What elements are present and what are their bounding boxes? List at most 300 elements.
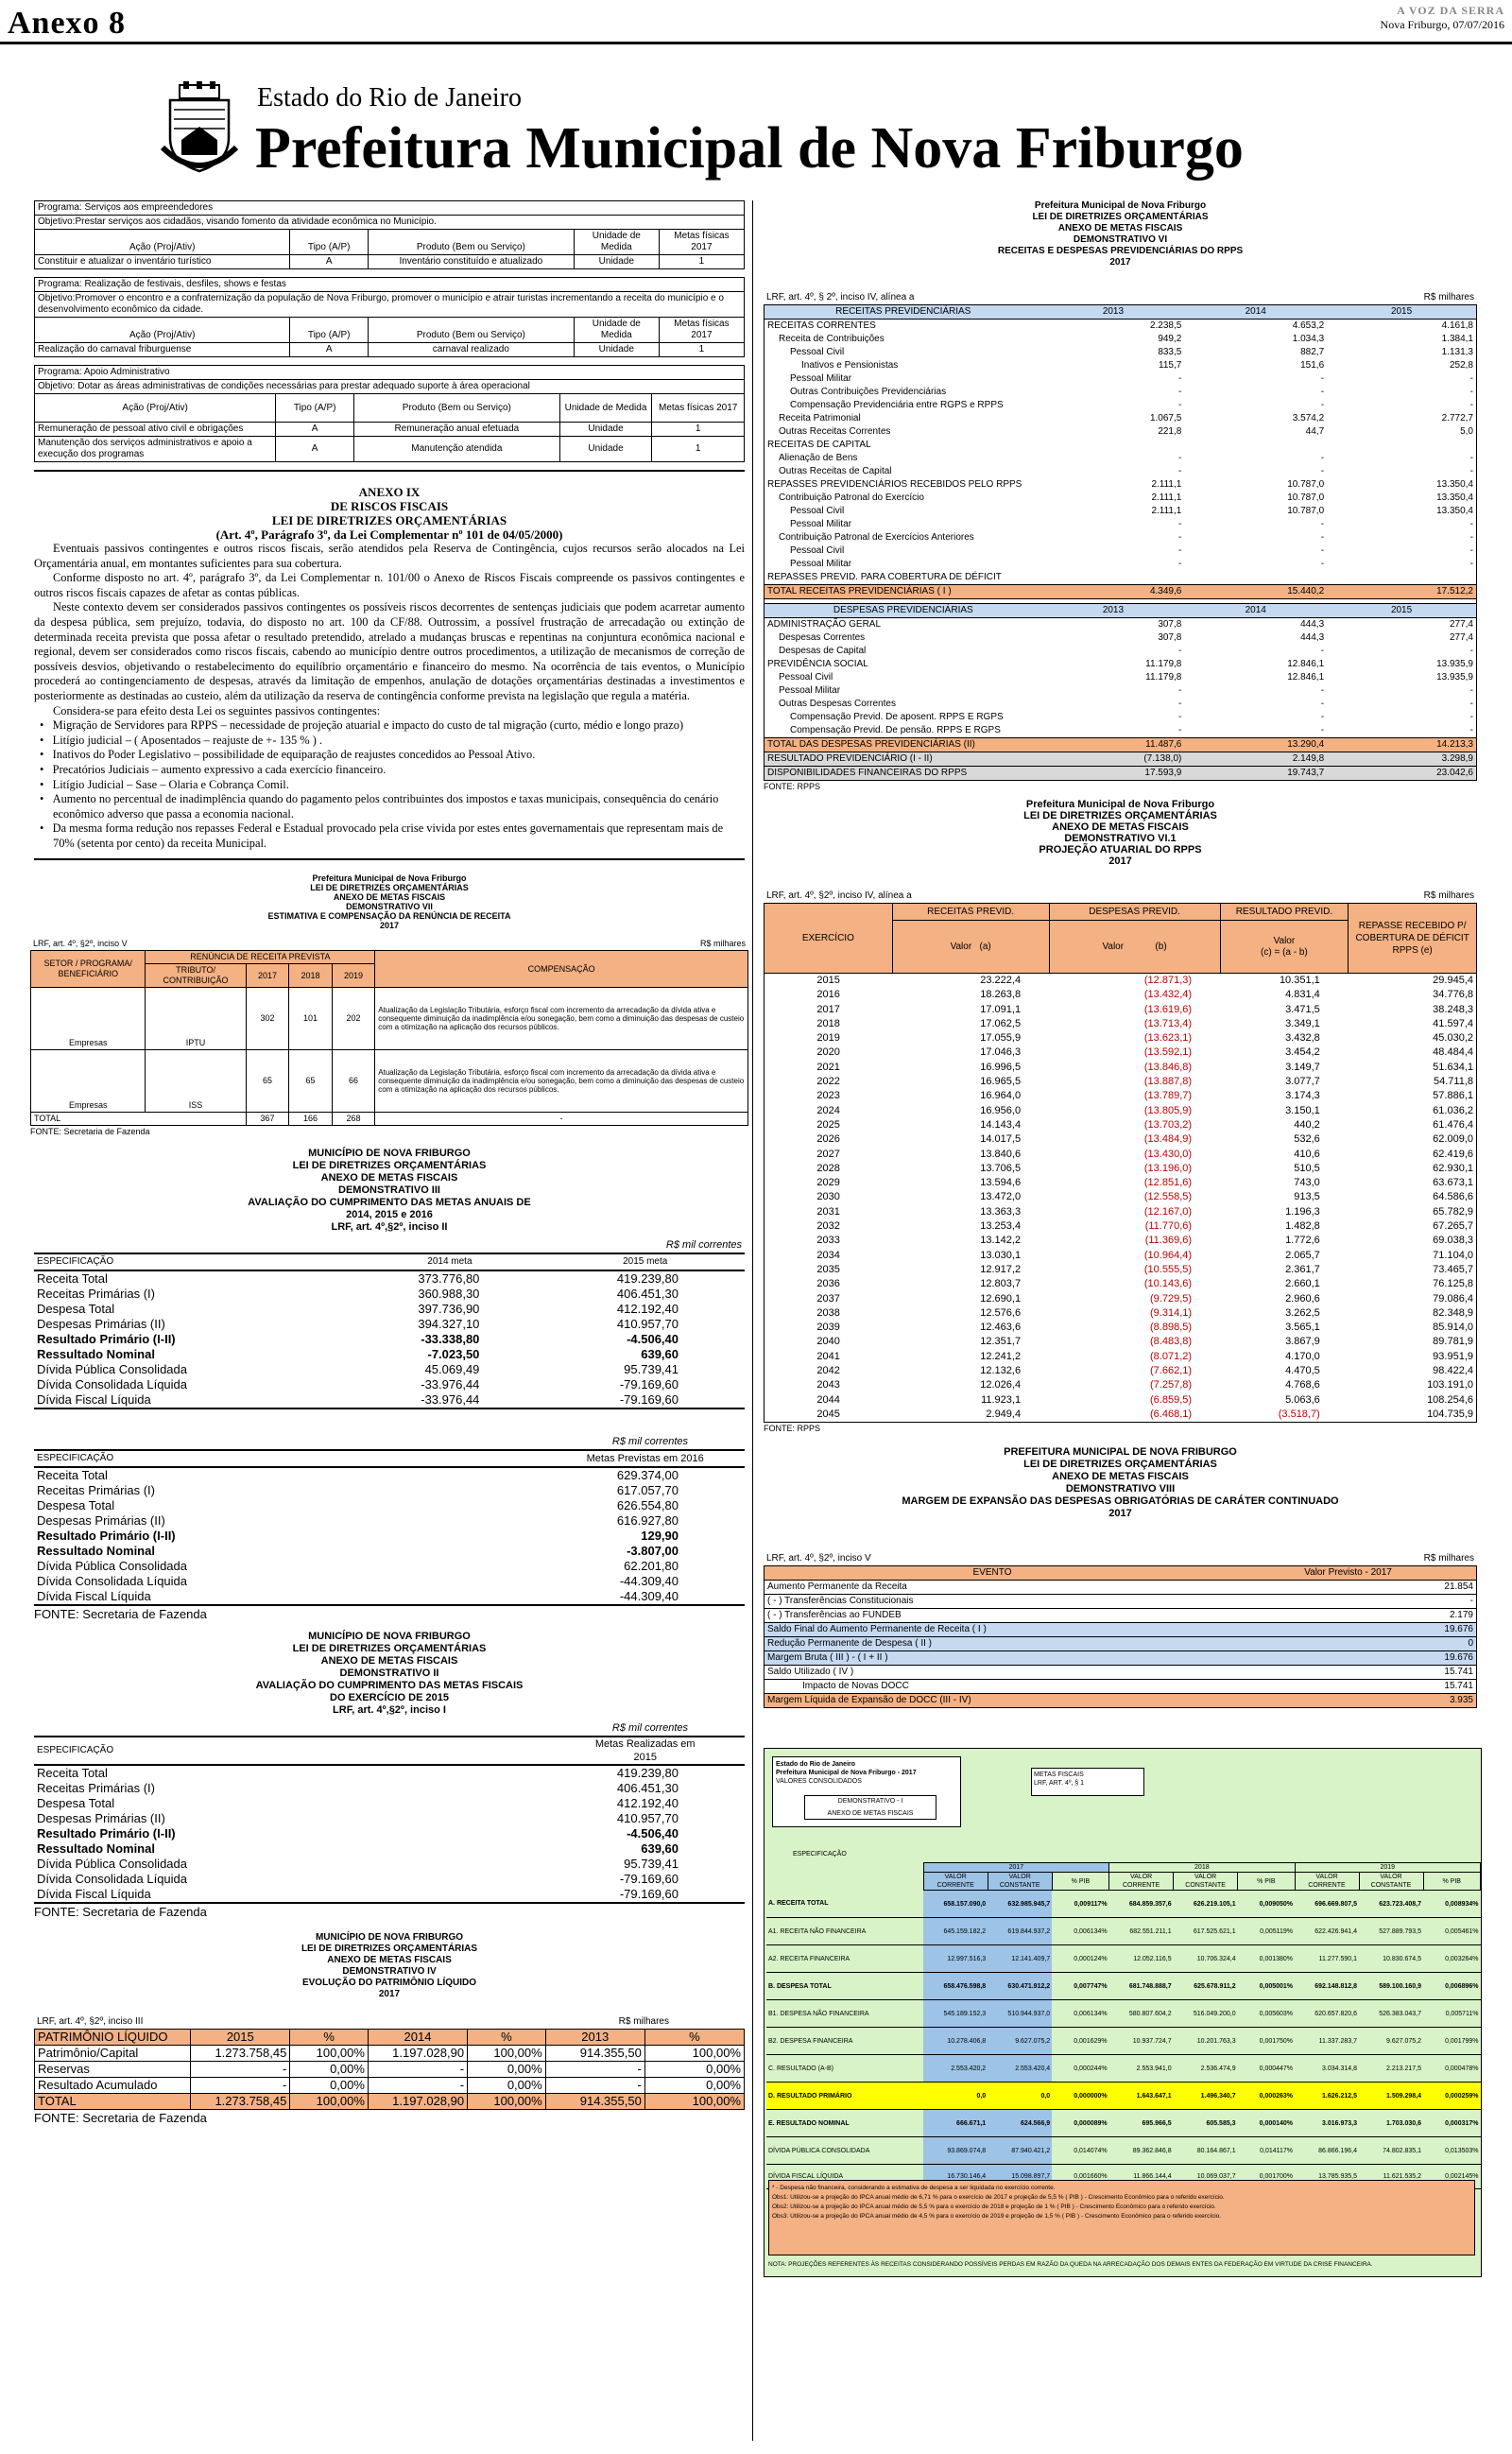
cell: -33.338,80 [421,1332,480,1347]
cell: - [1178,725,1182,735]
cell: 1.703.030,6 [1359,2110,1423,2137]
cell: 624.566,9 [988,2110,1052,2137]
row-label: Pessoal Militar [779,685,841,696]
cell: 444,3 [1300,619,1325,630]
table-row [765,1075,1477,1089]
col-header: Valor Previsto - 2017 [1304,1567,1392,1579]
cell [1042,571,1185,585]
cell: 658.476.598,8 [923,1973,988,2000]
cell: 1.482,8 [1285,1220,1320,1233]
title-line: PROJEÇÃO ATUARIAL DO RPPS [1039,844,1202,855]
cell: 0,00% [644,2062,744,2078]
cell: 0,006896% [1423,1973,1481,2000]
cell: 13.350,4 [1436,506,1473,516]
cell: 3.349,1 [1285,1017,1320,1029]
cell: -33.976,44 [421,1392,480,1408]
cell: 0,006134% [1052,2000,1108,2028]
row-label: Despesa Total [37,1302,115,1317]
year-cell: 2044 [816,1393,840,1406]
cell: 16.996,5 [980,1061,1022,1073]
table-row [766,1973,1481,2000]
col-header: Tipo (A/P) [290,318,369,343]
spacer-cell [353,1559,545,1574]
cell: 1.496.340,7 [1174,2082,1238,2110]
metas-box [1031,1768,1144,1796]
cell [1327,571,1476,585]
col-header: RENÚNCIA DE RECEITA PREVISTA [146,951,375,964]
cell: 1.197.028,90 [368,2094,467,2110]
cell: 914.355,50 [545,2094,644,2110]
col-header: Metas físicas 2017 [659,318,744,343]
label: VALORES CONSOLIDADOS [776,1778,862,1786]
col-header: 2017 [923,1863,1108,1873]
year-cell: 2018 [816,1017,840,1029]
cell: 3.016.973,3 [1295,2110,1359,2137]
cell: 129,90 [641,1529,679,1544]
table-row [766,1945,1481,1973]
row-label: A. RECEITA TOTAL [766,1891,923,1918]
cell: (7.138,0) [1143,753,1182,764]
table-row [34,1796,745,1811]
cell: 2.111,1 [1151,506,1182,516]
year-cell: 2042 [816,1365,840,1377]
year-cell: 2022 [816,1076,840,1088]
cell: 63.673,1 [1433,1177,1473,1189]
cell: 617.057,70 [616,1483,679,1498]
cell: 67.265,7 [1433,1220,1473,1233]
cell: 622.426.941,4 [1295,1918,1359,1945]
cell: (12.851,6) [1143,1177,1193,1189]
year-cell: 2023 [816,1090,840,1102]
cell: 103.191,0 [1427,1379,1473,1391]
cell: 307,8 [1158,632,1182,643]
table-row [765,1378,1477,1392]
label: Valor [1273,935,1296,946]
cell: 57.886,1 [1433,1090,1473,1102]
cell: 1 [652,437,745,462]
cell: 589.100.160,9 [1359,1973,1423,2000]
cell: 19.676 [1444,1624,1473,1635]
cell: 3.454,2 [1285,1046,1320,1059]
cell: 16.964,0 [980,1090,1022,1102]
cell: - [1178,646,1182,656]
cell: Atualização da Legislação Tributária, esforço fiscal com incremento da arrecadação da dívida ativa e consequente diminuição da inadimplência e/ou sonegação, bem como a diminuição das despesas de custeio com a otimização na aplicação dos recursos públicos. [375,988,748,1050]
cell: (13.887,8) [1143,1076,1193,1088]
cell: 64.586,6 [1433,1191,1473,1203]
col-header: VALOR CONSTANTE [1174,1873,1238,1891]
cell: 3.262,5 [1285,1306,1320,1319]
cell: 3.174,3 [1285,1090,1320,1102]
table-row [765,1694,1477,1708]
cell: 19.743,7 [1287,768,1325,778]
row-label: Despesas Correntes [779,632,866,643]
cell: 13.363,3 [980,1205,1022,1218]
cell: 17.062,5 [980,1017,1022,1029]
cell: - [1469,519,1473,529]
cell: - [1178,559,1182,569]
cell: - [1469,453,1473,463]
row-label: Compensação Previd. De pensão. RPPS E RGPS [790,725,1001,735]
row-label: Alienação de Bens [779,453,858,463]
col-header: Metas físicas 2017 [659,230,744,255]
cell: 532,6 [1294,1133,1320,1146]
cell: 1 [659,255,744,269]
col-header: 2014 [368,2030,467,2046]
cell: 833,5 [1158,347,1182,357]
table-row [765,1292,1477,1306]
cell: 13.594,6 [980,1177,1022,1189]
cell: (13.196,0) [1143,1162,1193,1174]
title-line: AVALIAÇÃO DO CUMPRIMENTO DAS METAS ANUAIS DE [248,1197,531,1209]
cell: (13.619,6) [1143,1003,1193,1015]
cell: 14.017,5 [980,1133,1022,1146]
cell: (8.483,8) [1150,1336,1193,1348]
cell: 12.026,4 [980,1379,1022,1391]
note: * - Despesa não financeira, considerando a estimativa de despesa a ser liquidada no exercício corrente. [772,2185,1056,2192]
title-line: DEMONSTRATIVO VIII [1065,1483,1176,1495]
cell: - [1320,519,1325,529]
cell: 9.627.075,2 [1359,2028,1423,2055]
newspaper-info [1381,4,1504,32]
row-label: Dívida Consolidada Líquida [37,1377,187,1392]
row-label: Receita Patrimonial [779,413,861,423]
title-line: Prefeitura Municipal de Nova Friburgo [1025,799,1215,810]
cell: 73.465,7 [1433,1263,1473,1275]
bullet-item: • Inativos do Poder Legislativo – possibilidade de equiparação de reajustes concedidos ao Pessoal Ativo. [40,748,536,762]
cell: - [1320,387,1325,397]
cell: 82.348,9 [1433,1306,1473,1319]
cell: 3.565,1 [1285,1322,1320,1334]
spacer-cell [353,1796,545,1811]
cell: A [290,255,369,269]
cell: Unidade [574,343,659,357]
title-line: LEI DE DIRETRIZES ORÇAMENTÁRIAS [292,1160,487,1172]
cell: 2.660,1 [1285,1278,1320,1290]
program-3 [34,365,745,462]
cell: IPTU [146,988,246,1050]
row-label: Pessoal Civil [779,672,833,683]
section-title: ANEXO IX [358,485,421,499]
cell: 12.690,1 [980,1292,1022,1305]
result-label: DISPONIBILIDADES FINANCEIRAS DO RPPS [767,768,968,778]
cell: 616.927,80 [616,1513,679,1529]
cell: 0,013503% [1423,2137,1481,2165]
cell: 1.643.647,1 [1109,2082,1174,2110]
cell: 1.273.758,45 [191,2094,290,2110]
title-line: LEI DE DIRETRIZES ORÇAMENTÁRIAS [1023,1459,1217,1471]
col-header: 2014 [1245,306,1266,317]
col-header: 2015 meta [623,1256,668,1268]
cell: 4.470,5 [1285,1365,1320,1377]
cell: (13.846,8) [1143,1061,1193,1073]
cell: 0,000244% [1052,2055,1108,2082]
cell: - [1320,559,1325,569]
title-line: ANEXO DE METAS FISCAIS [333,892,446,903]
cell: (13.484,9) [1143,1133,1193,1146]
table-row [765,684,1477,698]
title-line: ANEXO DE METAS FISCAIS [1052,821,1189,833]
cell: 100,00% [290,2094,369,2110]
cell: 1.273.758,45 [191,2046,290,2062]
table-row [765,1003,1477,1017]
table-row [765,724,1477,738]
row-label: Dívida Fiscal Líquida [37,1887,151,1902]
year-cell: 2034 [816,1249,840,1261]
bullet-text: Migração de Servidores para RPPS – necessidade de projeção atuarial e impacto do custo de tal migração (curto, médio e longo prazo) [52,718,684,733]
title-line: LRF, art. 4º,§2º, inciso I [333,1704,446,1717]
cell: (11.369,6) [1144,1235,1193,1247]
table-row [765,1190,1477,1204]
bullet-item: • Da mesma forma redução nos repasses Federal e Estadual provocado pela crise vivida por estes entes governamentais que representam mais de 70% (setenta por cento) da receita Municipal. [40,821,724,850]
cell: Manutenção dos serviços administrativos e apoio a execução dos programas [35,437,276,462]
cell: 0,000478% [1423,2055,1481,2082]
header-rule [0,42,1512,44]
row-label: Impacto de Novas DOCC [802,1681,909,1692]
table-row [766,2110,1481,2137]
table-row [35,2078,745,2094]
col-header: 2013 [545,2030,644,2046]
col-header: EVENTO [972,1567,1012,1579]
issue-date: Nova Friburgo, 07/07/2016 [1380,18,1504,31]
bullet-text: Litígio judicial – ( Aposentados – reajuste de +- 135 % ) . [52,733,323,747]
cell: 406.451,30 [616,1287,679,1302]
demonstrativo-iii [34,1148,745,1409]
cell: 639,60 [641,1841,679,1857]
cell: - [1178,400,1182,410]
table-row [765,1393,1477,1408]
cell: Manutenção atendida [353,437,559,462]
cell: - [1178,712,1182,722]
program-objective: Objetivo: Dotar as áreas administrativas de condições necessárias para prestar adequado suporte à área operacional [35,380,745,394]
col-header: 2019 [1295,1863,1480,1873]
cell: 115,7 [1159,360,1182,371]
year-cell: 2041 [816,1350,840,1362]
program-objective: Objetivo:Promover o encontro e a confraternização da população de Nova Friburgo, promover o município e atrair turistas incrementando a receita do município e o desenvolvimento econômico da cidade. [35,292,745,318]
cell: - [1469,545,1473,556]
cell: -3.807,00 [627,1544,679,1559]
cell: 4.653,2 [1292,320,1325,331]
row-label: Outras Receitas Correntes [779,426,891,437]
cell: 360.988,30 [418,1287,480,1302]
cell: 13.290,4 [1287,739,1325,750]
year-cell: 2026 [816,1133,840,1146]
title-line: 2017 [1108,855,1132,867]
col-header: Unidade de Medida [559,394,652,423]
demonstrativo-vii [30,873,748,1136]
row-label: Despesas de Capital [779,646,867,656]
cell: 100,00% [468,2046,546,2062]
cell: 1.067,5 [1149,413,1182,423]
cell: 10.069.037,7 [1174,2165,1238,2189]
table-row [34,1841,745,1857]
table-row [765,1666,1477,1680]
unit-label: R$ milhares [1423,292,1474,302]
cell: 3.077,7 [1285,1076,1320,1088]
col-header: Ação (Proj/Ativ) [35,394,276,423]
cell: 1.131,3 [1441,347,1473,357]
row-label: Dívida Fiscal Líquida [37,1589,151,1604]
spacer-cell [353,1765,545,1781]
cell: 10.830.674,5 [1359,1945,1423,1973]
cell: (13.432,4) [1143,989,1193,1001]
row-label: Dívida Pública Consolidada [37,1362,187,1377]
cell: 16.965,5 [980,1076,1022,1088]
row-label: Ressultado Nominal [37,1841,155,1857]
row-label: A1. RECEITA NÃO FINANCEIRA [766,1918,923,1945]
year-cell: 2029 [816,1177,840,1189]
total-label: TOTAL [31,1113,247,1126]
cell: 0,009050% [1238,1891,1295,1918]
cell: 412.192,40 [616,1302,679,1317]
cell: Realização do carnaval friburguense [35,343,290,357]
cell: 76.125,8 [1433,1278,1473,1290]
program-2 [34,277,745,357]
cell: 11.277.590,1 [1295,1945,1359,1973]
cell: 1.772,6 [1285,1235,1320,1247]
cell: (13.713,4) [1143,1017,1193,1029]
cell: 0,000259% [1423,2082,1481,2110]
cell: 23.042,6 [1436,768,1473,778]
cell: 1.034,3 [1292,334,1325,344]
row-label: RECEITAS CORRENTES [767,320,876,331]
cell: -79.169,60 [619,1392,679,1408]
cell: 80.164.867,1 [1174,2137,1238,2165]
bullet-item: • Migração de Servidores para RPPS – necessidade de projeção atuarial e impacto do custo de tal migração (curto, médio e longo prazo) [40,718,684,733]
cell: - [1320,532,1325,543]
cell: 949,2 [1158,334,1182,344]
table-row [765,1408,1477,1423]
cell: 61.476,4 [1433,1118,1473,1131]
cell: 0,000140% [1238,2110,1295,2137]
label: (c) = (a - b) [1261,946,1308,958]
table-row [765,1623,1477,1637]
cell: Empresas [31,988,146,1050]
row-label: Pessoal Militar [790,373,852,384]
year-cell: 2045 [816,1408,840,1420]
col-header: ESPECIFICAÇÃO [37,1453,114,1464]
cell: - [1320,373,1325,384]
table-row [765,425,1477,439]
table-row [765,1321,1477,1335]
cell: 617.525.621,1 [1174,1918,1238,1945]
cell: 45.069,49 [424,1362,480,1377]
table-row [765,618,1477,632]
cell: 410.957,70 [616,1811,679,1826]
cell: 410,6 [1294,1148,1320,1160]
cell: 16.956,0 [980,1104,1022,1116]
source-note: FONTE: RPPS [764,782,821,791]
bullet-item: • Aumento no percentual de inadimplência quando do pagamento pelos contribuintes dos impostos e taxas municipais, consequência do cenário econômico adverso que passa a economia nacional. [40,792,719,821]
cell: 71.104,0 [1433,1249,1473,1261]
demonstrativo-viii [764,1446,1477,1708]
cell: 3.149,7 [1285,1061,1320,1073]
title-line: ANEXO DE METAS FISCAIS [320,1172,458,1184]
cell: 13.935,9 [1436,672,1473,683]
bullet-item: • Litígio Judicial – Sase – Olaria e Cobrança Comil. [40,777,289,791]
year-cell: 2017 [816,1003,840,1015]
year-cell: 2031 [816,1205,840,1218]
previdencia-table [764,304,1477,781]
title-line: DEMONSTRATIVO VI [1073,234,1168,245]
year-cell: 2032 [816,1220,840,1233]
cell: 619.844.937,2 [988,1918,1052,1945]
col-header: RECEITAS PREVID. [892,904,1049,921]
cell: 74.802.835,1 [1359,2137,1423,2165]
title-line: EVOLUÇÃO DO PATRIMÔNIO LÍQUIDO [301,1978,477,1989]
cell: 406.451,30 [616,1781,679,1796]
cell: 98.422,4 [1433,1365,1473,1377]
cell: 13.472,0 [980,1191,1022,1203]
demonstrativo-i-image [764,1748,1482,2277]
cell: 0,0 [923,2082,988,2110]
row-label: REPASSES PREVID. PARA COBERTURA DE DÉFICIT [767,572,1002,582]
year-cell: 2033 [816,1235,840,1247]
row-label: Receita de Contribuições [779,334,885,344]
cell: 11.621.535,2 [1359,2165,1423,2189]
total-label: TOTAL DAS DESPESAS PREVIDENCIÁRIAS (II) [767,739,975,750]
cell [1327,439,1476,452]
table-row [765,1263,1477,1277]
cell: - [1178,373,1182,384]
row-label: B1. DESPESA NÃO FINANCEIRA [766,2000,923,2028]
cell: - [1320,646,1325,656]
cell: 93.951,9 [1433,1350,1473,1362]
cell: 11.337.283,7 [1295,2028,1359,2055]
program-table [34,365,745,462]
cell: 2.361,7 [1285,1263,1320,1275]
col-header: SETOR / PROGRAMA/ BENEFICIÁRIO [31,951,146,988]
row-label: Despesas Primárias (II) [37,1811,165,1826]
cell: Remuneração anual efetuada [353,423,559,437]
cell: 545.189.152,3 [923,2000,988,2028]
col-header: 2017 [246,964,289,988]
cell: 14.213,3 [1436,739,1473,750]
label: Estado do Rio de Janeiro [776,1761,856,1769]
table-row [765,1061,1477,1075]
label: METAS FISCAIS [1034,1771,1084,1779]
row-label: ( - ) Transferências Constitucionais [767,1596,914,1607]
cell: 623.723.408,7 [1359,1891,1423,1918]
col-header: 2014 meta [427,1256,472,1268]
table-row [765,1118,1477,1132]
cell: 17.055,9 [980,1032,1022,1045]
cell: 13.706,5 [980,1162,1022,1174]
cell: 510,5 [1294,1162,1320,1174]
cell: 0,005711% [1423,2000,1481,2028]
table-row [765,645,1477,658]
cell: 645.159.182,2 [923,1918,988,1945]
cell [1184,571,1327,585]
demonstrativo-vi-1 [764,799,1477,1433]
year-cell: 2036 [816,1278,840,1290]
cell: - [1320,725,1325,735]
row-label: Receita Total [37,1766,108,1781]
spacer-cell [353,1841,545,1857]
col-header: VALOR CONSTANTE [1359,1873,1423,1891]
cell: 0,014074% [1052,2137,1108,2165]
cell: 95.739,41 [624,1857,679,1872]
total-label: TOTAL RECEITAS PREVIDENCIÁRIAS ( I ) [767,586,952,596]
metas-anuais-table [766,1862,1481,2189]
cell: 66 [332,1050,375,1113]
cell: 307,8 [1158,619,1182,630]
cell: (12.871,3) [1143,975,1193,986]
cell: 913,5 [1294,1191,1320,1203]
cell: - [1469,559,1473,569]
source-note: FONTE: Secretaria de Fazenda [34,1607,207,1622]
table-row [765,439,1477,452]
table-row [34,1544,745,1559]
